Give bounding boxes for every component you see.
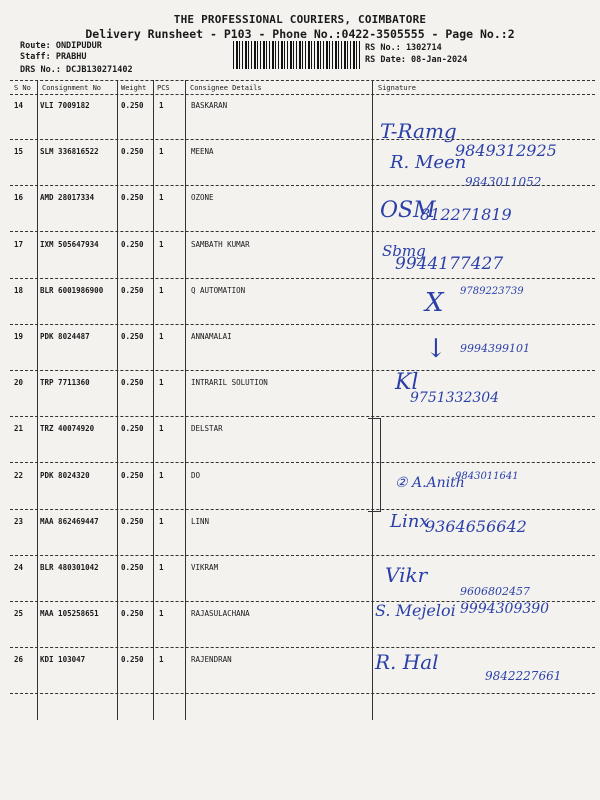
- consignee-signature: ② A.Anith: [395, 474, 465, 491]
- row-consignment-no: MAA 105258651: [40, 609, 99, 619]
- table-row: [0, 332, 600, 378]
- row-consignment-no: PDK 8024487: [40, 332, 90, 341]
- row-pcs: 1: [159, 239, 164, 249]
- row-consignee: RAJENDRAN: [191, 655, 232, 665]
- row-divider: [10, 370, 595, 371]
- table-row: [0, 370, 600, 424]
- row-consignment-no: KDI 103047: [40, 655, 86, 665]
- rs-number: RS No.: 1302714: [365, 43, 442, 53]
- table-row: [0, 147, 600, 193]
- row-consignee: INTRARIL SOLUTION: [191, 378, 268, 388]
- row-weight: 0.250: [121, 332, 144, 341]
- col-head-consignment: Consignment No: [42, 84, 102, 92]
- row-pcs: 1: [159, 101, 164, 110]
- consignee-signature: ↓: [425, 334, 447, 364]
- consignee-signature: Linx: [390, 510, 430, 532]
- handwritten-phone: 9751332304: [410, 390, 500, 407]
- handwritten-phone: 9843011052: [465, 175, 542, 190]
- route-label: Route: ONDIPUDUR: [20, 41, 102, 51]
- consignee-signature: Sbmg: [382, 241, 426, 260]
- row-consignee: LINN: [191, 516, 210, 526]
- consignee-signature: OSM: [380, 198, 436, 224]
- row-divider: [10, 693, 595, 694]
- table-row: [0, 510, 600, 563]
- row-pcs: 1: [159, 285, 164, 295]
- row-consignment-no: SLM 336816522: [40, 147, 99, 157]
- handwritten-phone: 9944177427: [395, 253, 504, 274]
- row-consignment-no: BLR 6001986900: [40, 285, 104, 295]
- table-row: [0, 601, 600, 655]
- row-pcs: 1: [159, 470, 164, 480]
- table-row: [0, 650, 600, 701]
- row-divider: [10, 416, 595, 417]
- row-sno: 19: [14, 332, 24, 341]
- row-divider: [10, 324, 595, 325]
- table-row: [0, 193, 600, 239]
- row-consignment-no: AMD 28017334: [40, 193, 95, 203]
- row-sno: 23: [14, 516, 24, 526]
- row-sno: 21: [14, 424, 24, 434]
- row-consignee: SAMBATH KUMAR: [191, 239, 250, 249]
- row-divider: [10, 139, 595, 140]
- handwritten-phone: 9994309390: [460, 601, 550, 618]
- row-consignee: DELSTAR: [191, 424, 223, 434]
- row-weight: 0.250: [121, 193, 144, 203]
- row-consignment-no: TRZ 40074920: [40, 424, 95, 434]
- row-consignment-no: BLR 480301042: [40, 563, 99, 572]
- handwritten-phone: 9364656642: [425, 516, 527, 536]
- row-pcs: 1: [159, 378, 164, 388]
- row-divider: [10, 231, 595, 232]
- table-row: [0, 286, 600, 332]
- row-divider: [10, 278, 595, 279]
- row-sno: 17: [14, 239, 24, 249]
- row-pcs: 1: [159, 193, 164, 203]
- row-consignee: BASKARAN: [191, 101, 228, 110]
- row-divider: [10, 509, 595, 510]
- handwritten-phone: 812271819: [420, 205, 512, 225]
- drs-number: DRS No.: DCJB130271402: [20, 65, 133, 75]
- row-sno: 18: [14, 285, 24, 295]
- row-pcs: 1: [159, 655, 164, 665]
- table-top-rule: [10, 80, 595, 81]
- row-sno: 22: [14, 470, 24, 480]
- company-title: THE PROFESSIONAL COURIERS, COIMBATORE: [173, 13, 427, 26]
- barcode: [233, 41, 360, 69]
- row-pcs: 1: [159, 609, 164, 619]
- handwritten-phone: 9843011641: [455, 470, 519, 482]
- row-sno: 20: [14, 378, 24, 388]
- row-consignee: RAJASULACHANA: [191, 609, 250, 619]
- row-sno: 26: [14, 655, 24, 665]
- table-header-rule: [10, 94, 595, 95]
- row-divider: [10, 462, 595, 463]
- table-row: [0, 424, 600, 470]
- col-head-pcs: PCS: [157, 84, 170, 92]
- col-head-consignee: Consignee Details: [190, 84, 262, 92]
- row-consignee: Q AUTOMATION: [191, 285, 246, 295]
- row-weight: 0.250: [121, 101, 144, 110]
- row-sno: 16: [14, 193, 24, 203]
- col-head-sno: S No: [14, 84, 31, 92]
- row-weight: 0.250: [121, 516, 144, 526]
- row-weight: 0.250: [121, 563, 144, 572]
- consignee-signature: T-Ramg: [380, 119, 457, 143]
- handwritten-phone: 9849312925: [455, 141, 557, 160]
- row-weight: 0.250: [121, 285, 144, 295]
- row-consignment-no: PDK 8024320: [40, 470, 90, 480]
- row-divider: [10, 185, 595, 186]
- row-consignee: MEENA: [191, 147, 214, 157]
- row-consignee: VIKRAM: [191, 563, 219, 572]
- row-weight: 0.250: [121, 655, 144, 665]
- row-sno: 14: [14, 101, 24, 110]
- row-sno: 15: [14, 147, 24, 157]
- handwritten-phone: 9994399101: [460, 342, 530, 355]
- consignee-signature: R. Hal: [375, 650, 439, 675]
- row-weight: 0.250: [121, 378, 144, 388]
- row-consignee: OZONE: [191, 193, 214, 203]
- handwritten-phone: 9789223739: [460, 285, 524, 297]
- row-sno: 24: [14, 563, 24, 572]
- row-weight: 0.250: [121, 470, 144, 480]
- row-consignment-no: VLI 7009182: [40, 101, 90, 110]
- row-consignment-no: IXM 505647934: [40, 239, 99, 249]
- row-weight: 0.250: [121, 239, 144, 249]
- row-pcs: 1: [159, 563, 164, 572]
- row-divider: [10, 555, 595, 556]
- table-row: [0, 240, 600, 286]
- row-pcs: 1: [159, 147, 164, 157]
- consignee-signature: Kl: [395, 370, 419, 396]
- row-divider: [10, 647, 595, 648]
- table-row: [0, 471, 600, 517]
- handwritten-phone: 9606802457: [460, 585, 530, 598]
- staff-label: Staff: PRABHU: [20, 52, 87, 62]
- consignee-signature: S. Mejeloi: [375, 601, 456, 621]
- row-sno: 25: [14, 609, 24, 619]
- row-pcs: 1: [159, 424, 164, 434]
- row-pcs: 1: [159, 516, 164, 526]
- row-weight: 0.250: [121, 147, 144, 157]
- row-consignee: DO: [191, 470, 201, 480]
- runsheet-subtitle: Delivery Runsheet - P103 - Phone No.:0422-3505555 - Page No.:2: [85, 27, 515, 41]
- row-consignment-no: TRP 7711360: [40, 378, 90, 388]
- col-head-signature: Signature: [378, 84, 416, 92]
- row-weight: 0.250: [121, 609, 144, 619]
- rs-date: RS Date: 08-Jan-2024: [365, 55, 468, 65]
- handwritten-phone: 9842227661: [485, 669, 562, 684]
- consignee-signature: X: [425, 287, 444, 318]
- col-head-weight: Weight: [121, 84, 147, 92]
- row-pcs: 1: [159, 332, 164, 341]
- consignee-signature: R. Meen: [390, 152, 467, 174]
- grouping-bracket: [368, 418, 381, 512]
- row-consignee: ANNAMALAI: [191, 332, 232, 341]
- row-consignment-no: MAA 862469447: [40, 516, 99, 526]
- row-weight: 0.250: [121, 424, 144, 434]
- consignee-signature: Vikr: [385, 563, 428, 587]
